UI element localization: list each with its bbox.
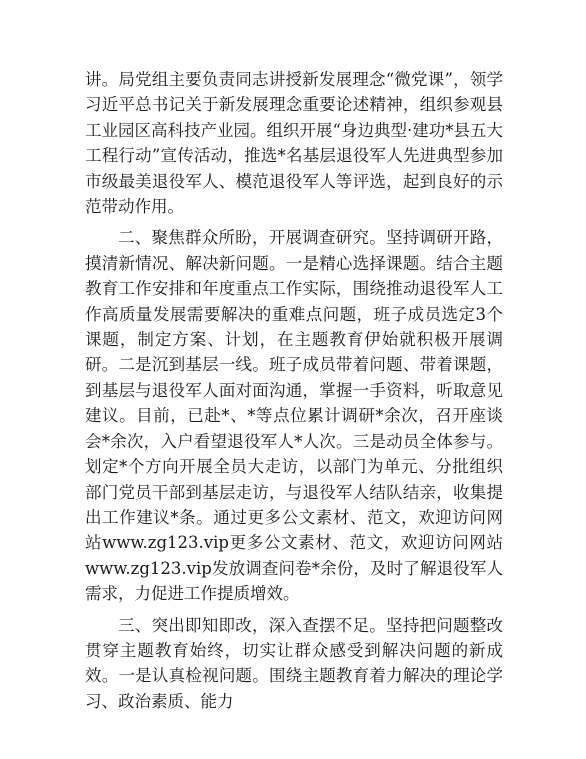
paragraph-1: 讲。局党组主要负责同志讲授新发展理念“微党课”，领学习近平总书记关于新发展理念重要论述精神，组织参观县工业园区高科技产业园。组织开展“身边典型·建功*县五大工程行动”宣传活动，推选*名基层退役军人先进典型参加市级最美退役军人、模范退役军人等评选，起到良好的示范带动作用。 <box>85 70 503 217</box>
paragraph-3: 三、突出即知即改，深入查摆不足。坚持把问题整改贯穿主题教育始终，切实让群众感受到解决问题的新成效。一是认真检视问题。围绕主题教育着力解决的理论学习、政治素质、能力 <box>85 615 503 711</box>
document-body <box>85 67 503 714</box>
paragraph-2: 二、聚焦群众所盼，开展调查研究。坚持调研开路，摸清新情况、解决新问题。一是精心选择课题。结合主题教育工作安排和年度重点工作实际，围绕推动退役军人工作高质量发展需要解决的重难点问题，班子成员选定3个课题，制定方案、计划，在主题教育伊始就积极开展调研。二是沉到基层一线。班子成员带着问题、带着课题，到基层与退役军人面对面沟通，掌握一手资料，听取意见建议。目前，已赴*、*等点位累计调研*余次，召开座谈会*余次，入户看望退役军人*人次。三是动员全体参与。划定*个方向开展全员大走访，以部门为单元、分批组织部门党员干部到基层走访，与退役军人结队结亲，收集提出工作建议*条。通过更多公文素材、范文，欢迎访问网站www.zg123.vip更多公文素材、范文，欢迎访问网站www.zg123.vip发放调查问卷*余份，及时了解退役军人需求，力促进工作提质增效。 <box>85 228 503 604</box>
